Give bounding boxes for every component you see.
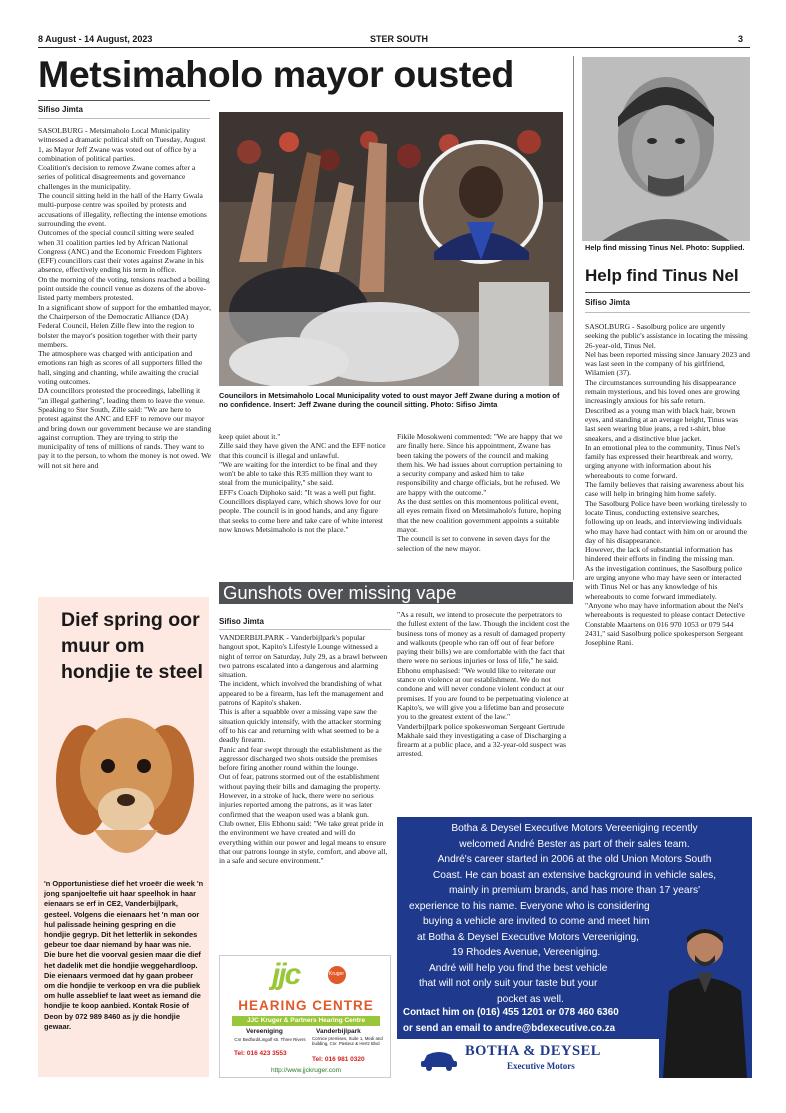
hearing-url[interactable]: http://www.jjckruger.com — [270, 1067, 342, 1074]
column-divider — [573, 56, 574, 580]
header-rule — [38, 47, 750, 48]
motors-contact-2[interactable]: or send an email to andre@bdexecutive.co.za — [403, 1023, 616, 1034]
motors-line-4: Coast. He can boast an extensive background in vehicle sales, — [432, 869, 717, 881]
missing-headline: Help find Tinus Nel — [585, 266, 739, 285]
missing-byline: Sifiso Jimta — [585, 298, 630, 307]
header-section: STER SOUTH — [370, 34, 429, 44]
motors-line-12: pocket as well. — [497, 993, 564, 1005]
hearing-sub: JJC Kruger & Partners Hearing Centre — [246, 1017, 366, 1024]
salesman-illustration — [659, 921, 747, 1078]
andre-bester-photo — [659, 921, 747, 1078]
missing-byline-rule — [585, 292, 750, 293]
council-photo-illustration — [219, 112, 563, 386]
main-story-column-2: keep quiet about it." Zille said they have given the ANC and the EFF notice that this council is illegal and unlawful. "We are waiting for the interdict to be final and they won't be able to take this R35 million they want to steal from the municipality," she said. EFF's Coach Diphoko said: "It was a well put fight. Councillors displayed care, which shows love for our people. The council is in good hands, and any figure that seeks to come here and take care of white interest now knows Metsimaholo is not the place." — [219, 432, 386, 534]
motors-contact-1[interactable]: Contact him on (016) 455 1201 or 078 460 6360 — [403, 1007, 619, 1018]
puppy-illustration — [44, 700, 204, 876]
hearing-loc2-title: Vanderbijlpark — [316, 1028, 361, 1035]
hearing-loc1-title: Vereeniging — [246, 1028, 283, 1035]
hearing-loc2-tel[interactable]: Tel: 016 981 0320 — [312, 1056, 365, 1063]
motors-line-11: that will not only suit your taste but your — [419, 978, 598, 989]
motors-line-3: André's career started in 2006 at the old Union Motors South — [437, 854, 712, 865]
motors-line-1: Botha & Deysel Executive Motors Vereeniging recently — [451, 823, 698, 834]
car-icon — [419, 1047, 459, 1071]
main-story-column-1: SASOLBURG - Metsimaholo Local Municipality witnessed a dramatic political shift on Tuesday, August 1, as Mayor Jeff Zwane was voted out of office by a combination of political parties. Coalition's decision to remove Zwane comes after a series of political disagreements and governance challenges in the municipality. The council sitting held in the hall of the Harry Gwala multi-purpose centre was spoiled by protests and accusations of illegality, reflecting the intense emotions surrounding the event. Outcomes of the special council sitting were sealed when 31 coalition parties led by African National Congress (ANC) and the Economic Freedom Fighters (EFF) councillors cast their votes against Zwane in his absence, effectively ending his term in office. On the morning of the voting, tensions reached a boiling point outside the council venue as dozens of the above-listed party members protested. In a significant show of support for the embattled mayor, the Chairperson of the Democratic Alliance (DA) Federal Council, Helen Zille flew into the region to bolster the mayor's position together with their party members. The atmosphere was charged with anticipation and emotions ran high as scores of all supporters filled the hall, singing and chanting, while awaiting the crucial voting outcomes. DA councillors protested the proceedings, labelling it "an illegal gathering", leading them to leave the venue. Speaking to Ster South, Zille said: "We are here to protest against the ANC and EFF to remove our mayor and bring down our government because we are standing against corruption. They are trying to strip the municipality of tens of millions of rands. They want to pay it to the person, to whom the money is not owed. We will not sit here and — [38, 126, 212, 470]
motors-line-7: buying a vehicle are invited to come and meet him — [423, 916, 650, 927]
motors-brand: BOTHA & DEYSEL — [465, 1043, 601, 1059]
vape-story-column-2: "As a result, we intend to prosecute the perpetrators to the fullest extent of the law. Though the incident cost the business tons of money as a result of damaged property and walkouts (people who ran off out of fear before paying their bills) we are comfortable with the fact that there were no serious injuries or loss of life," he said. Ebhonu emphasised: "We would like to reiterate our stance on violence at our establishment. We do not condone and will never condone violent conduct at our premises. If you are found to be perpetuating violence at Kapito's, we will give you a lifetime ban and prosecute you to the greatest extent of the law." Vanderbijlpark police spokeswoman Sergeant Gertrude Makhale said they investigating a case of Discharging a firearm at a public place, and a 32-year-old suspect was arrested. — [397, 610, 570, 759]
vape-headline: Gunshots over missing vape — [223, 582, 457, 603]
byline-rule — [38, 100, 210, 101]
main-story-column-3: Fikile Mosokweni commented: "We are happy that we are finally here. Since his appointment, Zwane has been taking the powers of the council and making them his. We had issues about corruption pertaining to a security company and asked him to take responsibility and charge officials, but he refused. We are happy with the outcome." As the dust settles on this momentous political event, all eyes remain fixed on Metsimaholo's future, hoping that the new coalition government appoints a suitable mayor. The council is set to convene in seven days for the selection of the new mayor. — [397, 432, 563, 553]
council-photo-caption: Councilors in Metsimaholo Local Municipality voted to oust mayor Jeff Zwane during a motion of no confidence. Insert: Jeff Zwane during the council sitting. Photo: Sifiso Jimta — [219, 391, 560, 410]
motors-line-2: welcomed André Bester as part of their sales team. — [459, 838, 690, 850]
botha-deysel-ad[interactable] — [397, 817, 752, 1078]
hearing-logo-small: Kruger — [329, 971, 345, 977]
motors-line-6: experience to his name. Everyone who is considering — [409, 900, 650, 912]
header-page-number: 3 — [738, 34, 744, 44]
motors-line-8: at Botha & Deysel Executive Motors Vereeniging, — [417, 931, 639, 943]
tinus-nel-photo — [582, 57, 750, 241]
main-byline: Sifiso Jimta — [38, 105, 83, 114]
vape-story-column-1: VANDERBIJLPARK - Vanderbijlpark's popular hangout spot, Kapito's Lifestyle Lounge witnessed a night of terror on Saturday, July 29, as a brawl between two patrons escalated into a dangerous and alarming situation. The incident, which involved the brandishing of what appeared to be a firearm, has left the management and patrons of Kapito's shaken. This is after a squabble over a missing vape saw the situation quickly intensify, with the attacker storming off to his car and returning with what seemed to be a deadly firearm. Panic and fear swept through the establishment as the aggressor discharged two shots outside the premises before firing another round within the lounge. Out of fear, patrons stormed out of the establishment without paying their bills and damaging the property. However, in a stroke of luck, there were no serious injuries reported among the patrons, as it was later confirmed that the weapon used was a blank gun. Club owner, Elis Ebhonu said: "We take great pride in the environment we have created and will do everything within our power and legal means to ensure that our patrons lounge in style, comfort, and above all, in a safe and secure environment." — [219, 633, 388, 866]
motors-line-10: André will help you find the best vehicle — [429, 962, 608, 974]
missing-story-body: SASOLBURG - Sasolburg police are urgently seeking the public's assistance in locating the missing 26-year-old, Tinus Nel. Nel has been reported missing since January 2023 and was last seen in the company of his girlfriend, Wilamien (37). The circumstances surrounding his disappearance remain mysterious, and his loved ones are growing increasingly anxious for his safe return. Described as a young man with black hair, brown eyes, and standing at an average height, Tinus was last seen wearing blue jeans, a red t-shirt, blue sneakers, and a distinctive blue jacket. In an emotional plea to the community, Tinus Nel's family has expressed their heartbreak and worry, urging anyone with information about his whereabouts to come forward. The family believes that raising awareness about his case will help in bringing him home safely. The Sasolburg Police have been working tirelessly to locate Tinus, conducting extensive searches, following up on leads, and interviewing individuals who may have had contact with him on or around the day of his disappearance. However, the lack of substantial information has hindered their efforts in finding the missing man. As the investigation continues, the Sasolburg police are urging anyone who may have seen or interacted with Tinus Nel or has any knowledge of his whereabouts to come forward immediately. "Anyone who may have information about the Nel's whereabouts is requested to please contact Detective Constable Maartens on 016 970 1053 or 079 544 2431," said Sasolburg police spokesperson Sergeant Josephine Rani. — [585, 322, 750, 648]
vape-byline: Sifiso Jimta — [219, 617, 264, 626]
hearing-centre-ad[interactable] — [219, 955, 391, 1078]
dog-headline: Dief spring oor muur om hondjie te steel — [61, 609, 203, 683]
main-headline: Metsimaholo mayor ousted — [38, 53, 514, 95]
dog-caption: 'n Opportunistiese dief het vroeër die week 'n jong spanjoeltefie uit haar speelhok in haar eienaars se erf in CE2, Vanderbijlpark, gesteel. Volgens die eienaars het 'n man oor hul palissade heining gespring en die hondjie gegryp. Dit het letterlik in sekondes gebeur toe daar niemand by haar was nie. Die bure het die voorval gesien maar die dief het dadelik met die hondjie weggehardloop. Die eienaars vermoed dat hy gaan probeer om die hondjie te verkoop en vra die publiek om hulle asseblief te laat weet as iemand die hondjie te koop aanbied. Kontak Rosie of Deon by 072 989 8460 as jy die hondjie gewaar. — [44, 879, 204, 1031]
council-photo — [219, 112, 563, 386]
tinus-nel-portrait — [582, 57, 750, 241]
hearing-logo: jjc — [272, 958, 300, 991]
motors-line-5: mainly in premium brands, and has more than 17 years' — [448, 885, 701, 896]
hearing-loc1-tel[interactable]: Tel: 016 423 3553 — [234, 1050, 287, 1057]
puppy-photo — [44, 700, 204, 876]
motors-brand-strip — [397, 1039, 659, 1078]
hearing-loc1-addr: Cnr Bedford/Lingolf str. Three Rivers — [234, 1037, 306, 1042]
tinus-photo-caption: Help find missing Tinus Nel. Photo: Supplied. — [585, 243, 745, 252]
motors-brand-sub: Executive Motors — [507, 1061, 575, 1071]
vape-byline-rule — [219, 629, 391, 630]
header-date: 8 August - 14 August, 2023 — [38, 34, 153, 44]
hearing-loc2-addr: Cornice premises, Suite 1, Medi and building, Cnr. Pasteur & Hertz Blvd — [312, 1036, 383, 1047]
byline-rule-bottom — [38, 118, 210, 119]
hearing-brand: HEARING CENTRE — [238, 998, 374, 1013]
motors-line-9: 19 Rhodes Avenue, Vereeniging. — [452, 947, 601, 958]
missing-byline-rule-bottom — [585, 312, 750, 313]
